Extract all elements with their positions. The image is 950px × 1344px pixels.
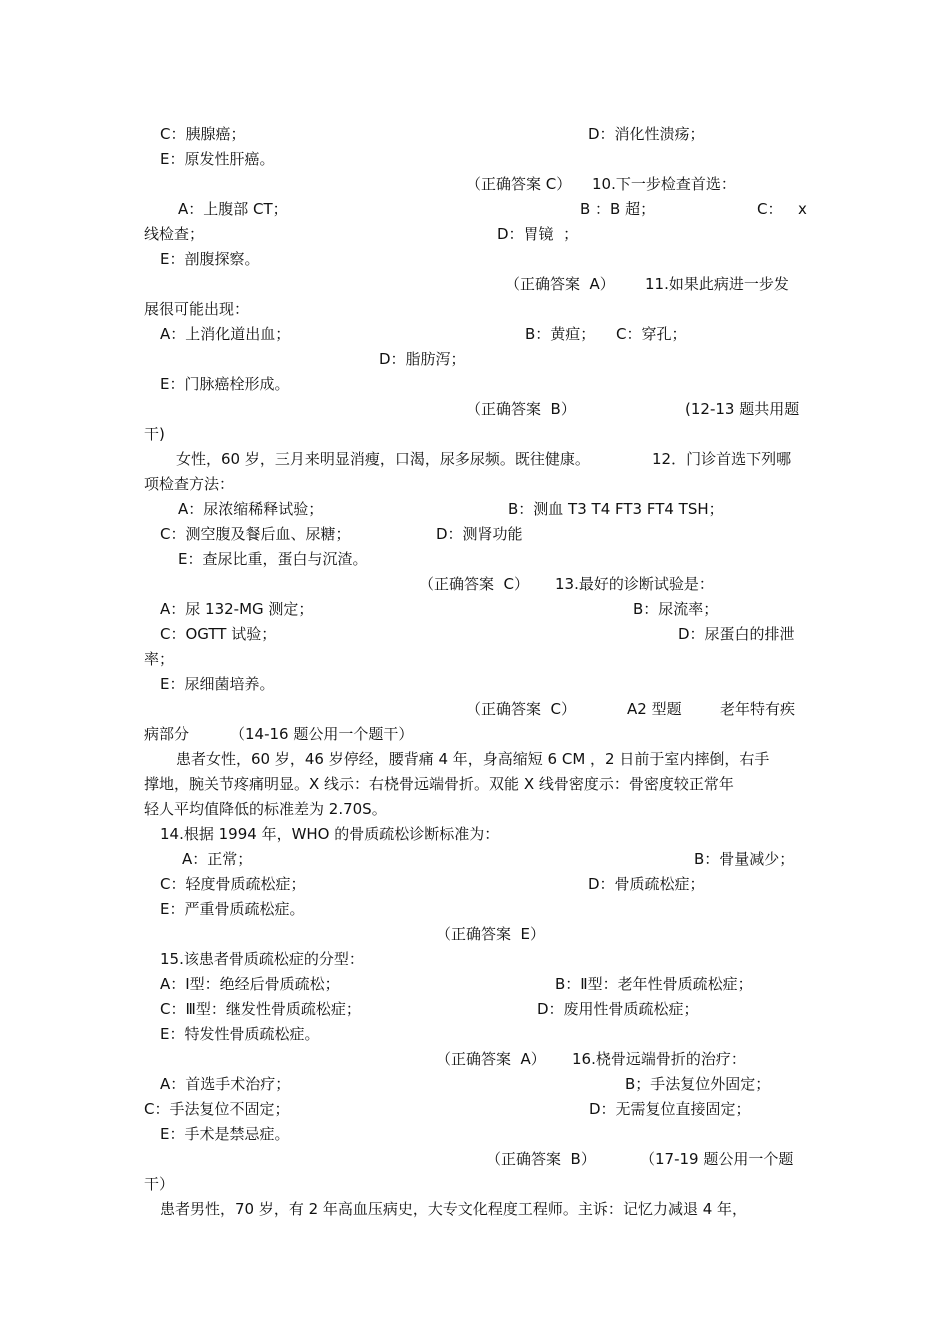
text-line: 轻人平均值降低的标准差为 2.70S。 bbox=[144, 800, 387, 818]
text-line: C：手法复位不固定； bbox=[144, 1100, 290, 1118]
text-line: x bbox=[798, 200, 807, 218]
text-line: C：轻度骨质疏松症； bbox=[160, 875, 306, 893]
text-line: 10.下一步检查首选： bbox=[592, 175, 736, 193]
text-line: A：正常； bbox=[182, 850, 253, 868]
text-line: 女性，60 岁，三月来明显消瘦，口渴，尿多尿频。既往健康。 bbox=[176, 450, 590, 468]
text-line: A：首选手术治疗； bbox=[160, 1075, 291, 1093]
text-line: A：上腹部 CT； bbox=[178, 200, 288, 218]
text-line: C：Ⅲ型：继发性骨质疏松症； bbox=[160, 1000, 361, 1018]
text-line: D：测肾功能 bbox=[436, 525, 523, 543]
text-line: D：胃镜 ； bbox=[497, 225, 579, 243]
text-line: B ：B 超； bbox=[580, 200, 656, 218]
text-line: C：测空腹及餐后血、尿糖； bbox=[160, 525, 351, 543]
text-line: 13.最好的诊断试验是： bbox=[555, 575, 714, 593]
text-line: （14-16 题公用一个题干） bbox=[230, 725, 414, 743]
text-line: 患者女性，60 岁，46 岁停经，腰背痛 4 年，身高缩短 6 CM ，2 日前于室内摔倒，右手 bbox=[176, 750, 770, 768]
text-line: 干） bbox=[144, 1175, 175, 1193]
text-line: C：胰腺癌； bbox=[160, 125, 246, 143]
text-line: E：查尿比重，蛋白与沉渣。 bbox=[178, 550, 368, 568]
text-line: (12-13 题共用题 bbox=[685, 400, 800, 418]
text-line: （正确答案 E） bbox=[436, 925, 546, 943]
text-line: 展很可能出现： bbox=[144, 300, 250, 318]
text-line: E：严重骨质疏松症。 bbox=[160, 900, 305, 918]
text-line: E：手术是禁忌症。 bbox=[160, 1125, 290, 1143]
text-line: A2 型题 bbox=[627, 700, 682, 718]
text-line: 16.桡骨远端骨折的治疗： bbox=[572, 1050, 746, 1068]
text-line: （17-19 题公用一个题 bbox=[640, 1150, 794, 1168]
text-line: （正确答案 A） bbox=[505, 275, 615, 293]
text-line: D：脂肪泻； bbox=[379, 350, 466, 368]
text-line: B：尿流率； bbox=[633, 600, 719, 618]
text-line: A：Ⅰ型：绝经后骨质疏松； bbox=[160, 975, 340, 993]
text-line: D：骨质疏松症； bbox=[588, 875, 705, 893]
text-line: 项检查方法： bbox=[144, 475, 235, 493]
text-line: 12．门诊首选下列哪 bbox=[652, 450, 792, 468]
text-line: D：尿蛋白的排泄 bbox=[678, 625, 795, 643]
text-line: A：尿浓缩稀释试验； bbox=[178, 500, 324, 518]
text-line: B：黄疸； bbox=[525, 325, 596, 343]
text-line: E：剖腹探察。 bbox=[160, 250, 260, 268]
text-line: （正确答案 B） bbox=[466, 400, 576, 418]
text-line: 老年特有疾 bbox=[720, 700, 796, 718]
text-line: C：穿孔； bbox=[616, 325, 687, 343]
text-line: （正确答案 A） bbox=[436, 1050, 546, 1068]
text-line: C：OGTT 试验； bbox=[160, 625, 277, 643]
text-line: 率； bbox=[144, 650, 175, 668]
text-line: A：上消化道出血； bbox=[160, 325, 291, 343]
text-line: D：消化性溃疡； bbox=[588, 125, 705, 143]
text-line: 14.根据 1994 年，WHO 的骨质疏松诊断标准为： bbox=[160, 825, 500, 843]
text-line: E：原发性肝癌。 bbox=[160, 150, 275, 168]
text-line: B：骨量减少； bbox=[694, 850, 795, 868]
text-line: C： bbox=[757, 200, 783, 218]
text-line: 病部分 bbox=[144, 725, 190, 743]
text-line: 线检查； bbox=[144, 225, 205, 243]
text-line: A：尿 132-MG 测定； bbox=[160, 600, 314, 618]
text-line: （正确答案 C） bbox=[466, 700, 577, 718]
text-line: （正确答案 C） bbox=[419, 575, 530, 593]
text-line: 撑地，腕关节疼痛明显。X 线示：右桡骨远端骨折。双能 X 线骨密度示：骨密度较正常年 bbox=[144, 775, 734, 793]
text-line: 患者男性，70 岁，有 2 年高血压病史，大专文化程度工程师。主诉：记忆力减退 4 年， bbox=[160, 1200, 748, 1218]
text-line: 11.如果此病进一步发 bbox=[645, 275, 789, 293]
text-line: 15.该患者骨质疏松症的分型： bbox=[160, 950, 364, 968]
text-line: E：特发性骨质疏松症。 bbox=[160, 1025, 320, 1043]
text-line: B；手法复位外固定； bbox=[625, 1075, 771, 1093]
text-line: D：无需复位直接固定； bbox=[589, 1100, 751, 1118]
text-line: 干) bbox=[144, 425, 165, 443]
text-line: E：门脉癌栓形成。 bbox=[160, 375, 290, 393]
text-line: D：废用性骨质疏松症； bbox=[537, 1000, 699, 1018]
text-line: B：测血 T3 T4 FT3 FT4 TSH； bbox=[508, 500, 724, 518]
text-line: （正确答案 C） bbox=[466, 175, 572, 193]
text-line: （正确答案 B） bbox=[486, 1150, 596, 1168]
text-line: E：尿细菌培养。 bbox=[160, 675, 275, 693]
text-line: B：Ⅱ型：老年性骨质疏松症； bbox=[555, 975, 753, 993]
